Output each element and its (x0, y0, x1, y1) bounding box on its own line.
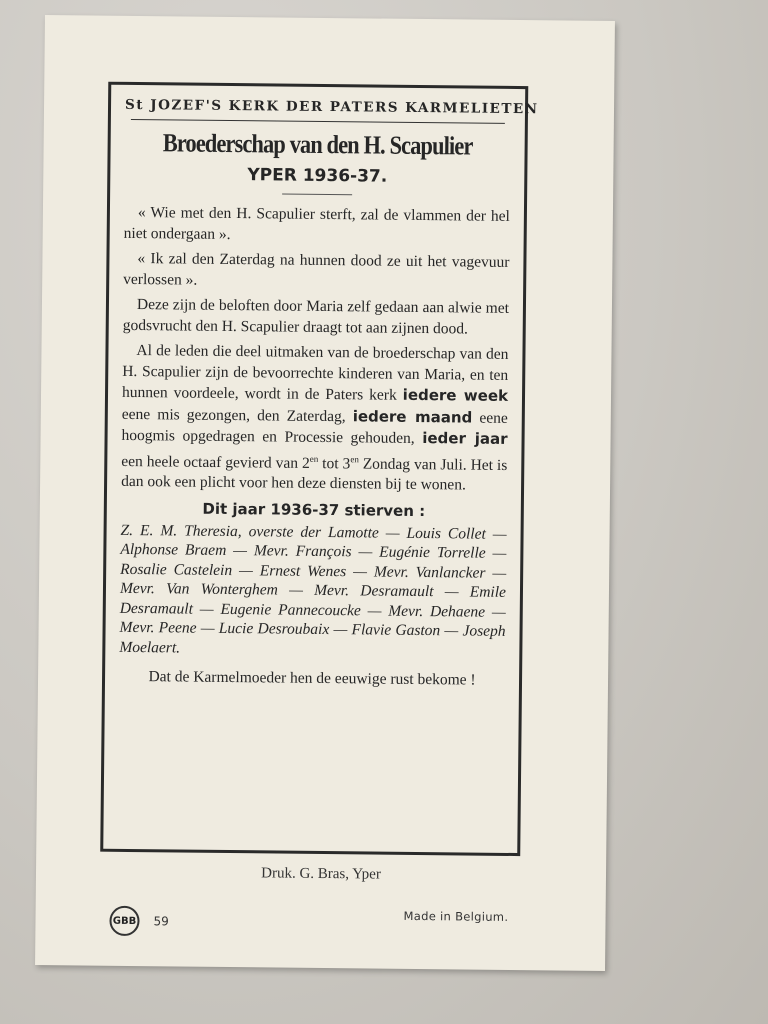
para-bold-month: iedere maand (352, 406, 473, 427)
card-title: Broederschap van den H. Scapulier (162, 128, 473, 161)
closing-prayer: Dat de Karmelmoeder hen de eeuwige rust bekome ! (148, 668, 476, 689)
promise-paragraph: Deze zijn de beloften door Maria zelf gedaan aan alwie met godsvrucht den H. Scapulier draagt tot aan zijnen dood. (122, 296, 510, 337)
para-sup-2: en (350, 453, 359, 464)
para-text-5: tot 3 (318, 454, 351, 472)
heading-rule (131, 119, 505, 124)
card-subtitle: YPER 1936-37. (247, 165, 388, 187)
para-text-2: eene mis gezongen, den Zaterdag, (121, 405, 353, 425)
deceased-names: Z. E. M. Theresia, overste der Lamotte — Louis Collet — Alphonse Braem — Mevr. François — Eugénie Torrelle — Rosalie Castelein — Ernest Wenes — Mevr. Vanlancker — Mevr. Van Wonterghem — Mevr. Desramault — Emile Desramault — Eugenie Pannecoucke — Mevr. Dehaene — Mevr. Peene — Lucie Desroubaix — Flavie Gaston — Joseph Moelaert. (119, 521, 507, 657)
card-frame (100, 82, 539, 856)
para-bold-week: iedere week (402, 385, 509, 405)
publisher-logo: GBB (109, 906, 139, 936)
memorial-card (35, 15, 615, 971)
para-text-4: een heele octaaf gevierd van 2 (121, 452, 310, 472)
para-bold-year: ieder jaar (422, 429, 508, 448)
card-number: 59 (153, 914, 169, 929)
quote-two: « Ik zal den Zaterdag na hunnen dood ze uit het vagevuur verlossen ». (123, 250, 510, 289)
printer-credit: Druk. G. Bras, Yper (261, 865, 381, 883)
made-in-label: Made in Belgium. (403, 908, 509, 924)
church-heading: St JOZEF'S KERK DER PATERS KARMELIETEN (124, 96, 539, 118)
quote-one: « Wie met den H. Scapulier sterft, zal de vlammen der hel niet ondergaan ». (123, 204, 510, 243)
para-sup-1: en (309, 453, 319, 464)
para-text-3: eene hoogmis opgedragen en Processie gehouden, (121, 409, 508, 448)
short-divider (282, 194, 352, 196)
membership-paragraph (121, 341, 509, 497)
para-text-1: Al de leden die deel uitmaken van de broederschap van den H. Scapulier zijn de bevoorrechte kinderen van Maria, en ten hunnen voordeele, wordt in de Paters kerk (121, 342, 509, 404)
deceased-heading: Dit jaar 1936-37 stierven : (202, 499, 426, 520)
para-text-6: Zondag van Juli. Het is dan ook een plicht voor hen deze diensten bij te wonen. (121, 455, 508, 494)
